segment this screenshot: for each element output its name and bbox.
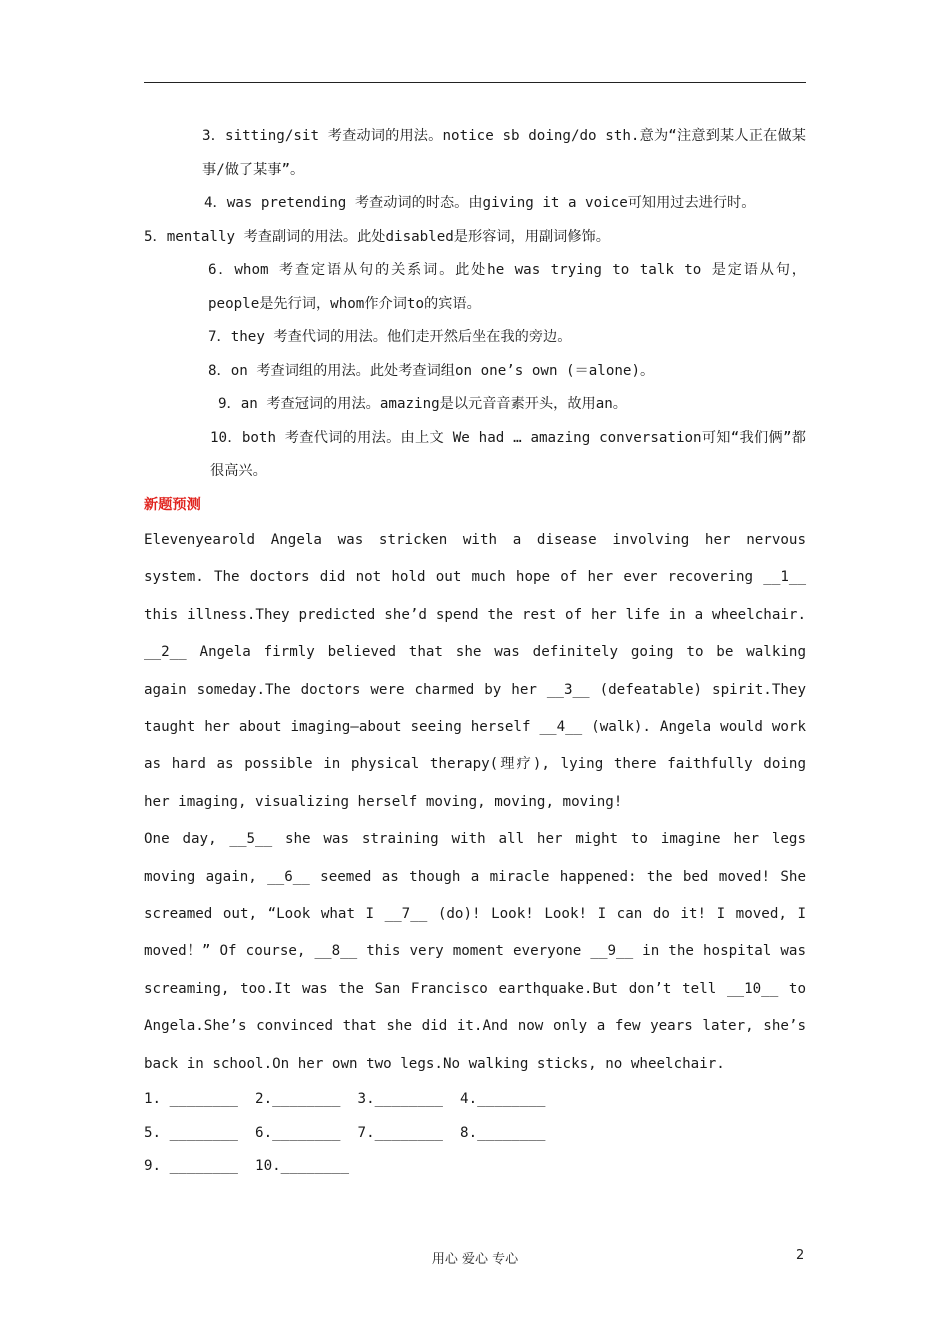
answer-9: 9．an 考查冠词的用法。amazing是以元音音素开头，故用an。	[218, 396, 627, 412]
answer-5: 5．mentally 考查副词的用法。此处disabled是形容词，用副词修饰。	[144, 228, 610, 245]
answer-6: 6．whom 考查定语从句的关系词。此处he was trying to talk to 是定语从句，people是先行词，whom作介词to的宾语。	[208, 262, 806, 312]
blank-row-2: 5. ________ 6.________ 7.________ 8.________	[144, 1124, 546, 1141]
answer-7: 7．they 考查代词的用法。他们走开然后坐在我的旁边。	[208, 329, 572, 345]
answer-4: 4．was pretending 考查动词的时态。由giving it a voice可知用过去进行时。	[204, 195, 756, 211]
answer-3: 3．sitting/sit 考查动词的用法。notice sb doing/do sth.意为“注意到某人正在做某事/做了某事”。	[202, 128, 806, 178]
page-footer: 用心 爱心 专心	[431, 1252, 519, 1267]
blank-row-1: 1. ________ 2.________ 3.________ 4.________	[144, 1091, 546, 1108]
answer-10: 10．both 考查代词的用法。由上文 We had … amazing conversation可知“我们俩”都很高兴。	[210, 429, 806, 479]
header-rule	[144, 82, 806, 83]
passage-paragraph-1: Elevenyearold Angela was stricken with a disease involving her nervous system. The doctors did not hold out much hope of her ever recovering __1__ this illness.They predicted she’d spend the rest of her life in a wheelchair. __2__ Angela firmly believed that she was definitely going to be walking again someday.The doctors were charmed by her __3__ (defeatable) spirit.They taught her about imaging—about seeing herself __4__ (walk). Angela would work as hard as possible in physical therapy(理疗), lying there faithfully doing her imaging, visualizing herself moving, moving, moving!	[144, 532, 806, 810]
blank-row-3: 9. ________ 10.________	[144, 1158, 349, 1175]
passage-paragraph-2: One day, __5__ she was straining with all her might to imagine her legs moving again, __6__ seemed as though a miracle happened: the bed moved! She screamed out, “Look what I __7__ (do)! Look! Look! I can do it! I moved, I moved！” Of course, __8__ this very moment everyone __9__ in the hospital was screaming, too.It was the San Francisco earthquake.But don’t tell __10__ to Angela.She’s convinced that she did it.And now only a few years later, she’s back in school.On her own two legs.No walking sticks, no wheelchair.	[144, 831, 806, 1072]
section-title: 新题预测	[144, 496, 201, 513]
page-content	[144, 120, 806, 1184]
answer-8: 8．on 考查词组的用法。此处考查词组on one’s own (＝alone)。	[208, 362, 655, 379]
page-number: 2	[796, 1248, 805, 1263]
